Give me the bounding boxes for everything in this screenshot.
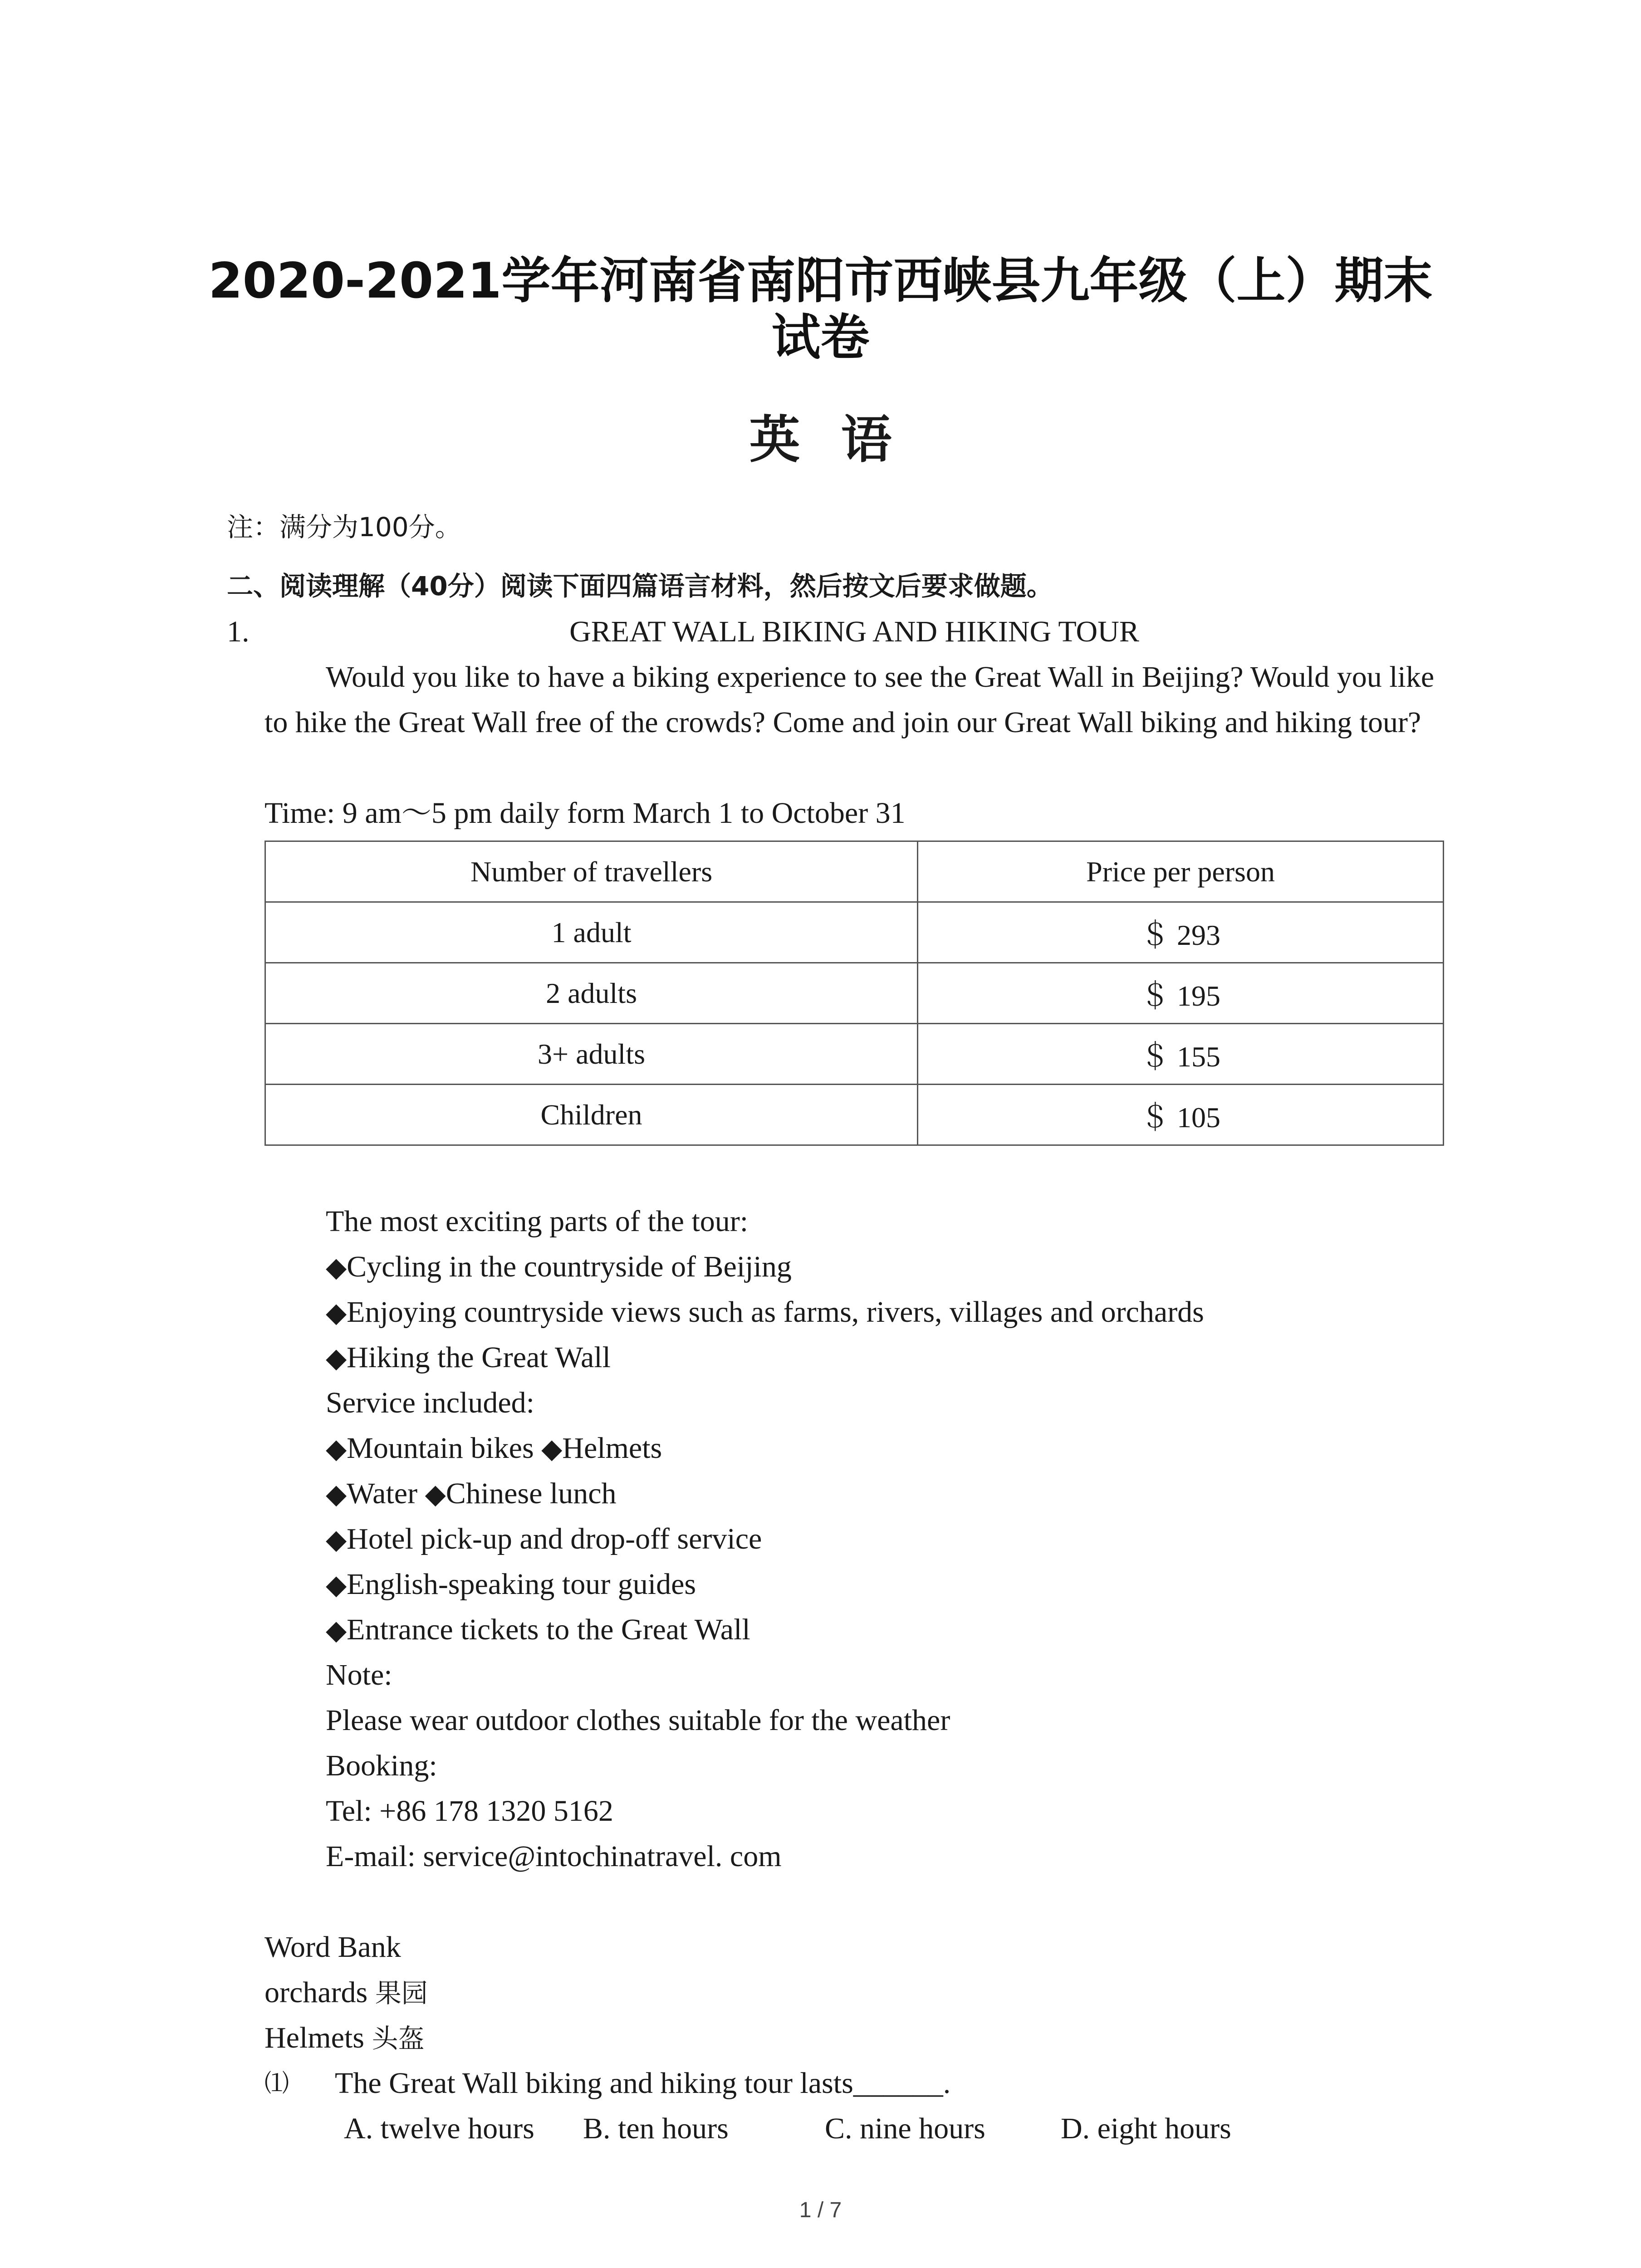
list-item-text: Chinese lunch xyxy=(446,1477,617,1510)
tour-time: Time: 9 am～5 pm daily form March 1 to October 31 xyxy=(265,797,906,830)
exciting-heading: The most exciting parts of the tour: xyxy=(326,1205,749,1238)
word-bank-entry xyxy=(265,2015,424,2061)
diamond-bullet-icon: ◆ xyxy=(326,1569,347,1601)
booking-email: E-mail: service@intochinatravel. com xyxy=(326,1840,782,1873)
list-item xyxy=(326,1607,750,1653)
list-item-text: Mountain bikes xyxy=(347,1432,542,1465)
diamond-bullet-icon: ◆ xyxy=(326,1297,347,1329)
list-item xyxy=(326,1244,792,1290)
table-header-cell: Number of travellers xyxy=(265,841,918,902)
table-cell: ＄ 195 xyxy=(918,963,1444,1024)
passage-title: GREAT WALL BIKING AND HIKING TOUR xyxy=(569,615,1139,648)
table-row xyxy=(265,963,1444,1024)
table-header-cell: Price per person xyxy=(918,841,1444,902)
question-number: 1. xyxy=(227,615,250,648)
list-item xyxy=(326,1335,611,1381)
word-bank-meaning: 果园 xyxy=(375,1978,428,2009)
word-bank-entry xyxy=(265,1970,428,2016)
option-a: A. twelve hours xyxy=(344,2112,534,2145)
list-item-text: Enjoying countryside views such as farms, rivers, villages and orchards xyxy=(347,1295,1204,1329)
diamond-bullet-icon: ◆ xyxy=(541,1433,563,1465)
service-heading: Service included: xyxy=(326,1386,535,1419)
sub-question-number: ⑴ xyxy=(265,2069,289,2097)
option-d: D. eight hours xyxy=(1061,2112,1231,2145)
list-item-text: Hiking the Great Wall xyxy=(347,1341,611,1374)
list-item xyxy=(326,1516,762,1562)
list-item xyxy=(326,1426,662,1471)
word-bank-meaning: 头盔 xyxy=(372,2023,425,2054)
score-note: 注：满分为100分。 xyxy=(227,512,461,543)
list-item xyxy=(326,1562,696,1608)
table-header-row xyxy=(265,841,1444,902)
list-item xyxy=(326,1290,1204,1335)
table-cell: ＄ 105 xyxy=(918,1085,1444,1145)
subject-heading: 英语 xyxy=(749,411,933,469)
table-cell: Children xyxy=(265,1085,918,1145)
booking-tel: Tel: +86 178 1320 5162 xyxy=(326,1794,613,1828)
option-c: C. nine hours xyxy=(825,2112,985,2145)
page-number: 1 / 7 xyxy=(799,2198,842,2222)
table-cell: ＄ 293 xyxy=(918,902,1444,963)
passage-intro: Would you like to have a biking experience to see the Great Wall in Beijing? Would you like to hike the Great Wall free of the crowds? Come and join our Great Wall biking and hiking tour? xyxy=(265,660,1435,739)
diamond-bullet-icon: ◆ xyxy=(425,1478,446,1510)
diamond-bullet-icon: ◆ xyxy=(326,1478,347,1510)
note-text: Please wear outdoor clothes suitable for the weather xyxy=(326,1704,950,1737)
booking-heading: Booking: xyxy=(326,1749,437,1782)
diamond-bullet-icon: ◆ xyxy=(326,1342,347,1374)
word-bank-word: orchards xyxy=(265,1976,375,2009)
word-bank-heading: Word Bank xyxy=(265,1931,401,1964)
list-item-text: English-speaking tour guides xyxy=(347,1568,696,1601)
price-table xyxy=(265,841,1444,1146)
document-title-line2: 试卷 xyxy=(771,309,870,366)
diamond-bullet-icon: ◆ xyxy=(326,1614,347,1646)
word-bank-word: Helmets xyxy=(265,2021,372,2054)
list-item-text: Water xyxy=(347,1477,425,1510)
diamond-bullet-icon: ◆ xyxy=(326,1433,347,1465)
option-b: B. ten hours xyxy=(583,2112,729,2145)
document-title-line1: 2020-2021学年河南省南阳市西峡县九年级（上）期末 xyxy=(208,253,1433,309)
note-heading: Note: xyxy=(326,1658,392,1691)
list-item-text: Cycling in the countryside of Beijing xyxy=(347,1250,792,1283)
table-cell: 3+ adults xyxy=(265,1024,918,1085)
table-cell: ＄ 155 xyxy=(918,1024,1444,1085)
table-row xyxy=(265,1024,1444,1085)
list-item-text: Entrance tickets to the Great Wall xyxy=(347,1613,750,1646)
diamond-bullet-icon: ◆ xyxy=(326,1251,347,1283)
sub-question-text: The Great Wall biking and hiking tour lasts______. xyxy=(335,2067,951,2100)
section-heading: 二、阅读理解（40分）阅读下面四篇语言材料，然后按文后要求做题。 xyxy=(227,571,1053,601)
list-item-text: Hotel pick-up and drop-off service xyxy=(347,1522,762,1555)
list-item-text: Helmets xyxy=(562,1432,662,1465)
table-cell: 2 adults xyxy=(265,963,918,1024)
table-row xyxy=(265,1085,1444,1145)
table-row xyxy=(265,902,1444,963)
list-item xyxy=(326,1471,617,1517)
table-cell: 1 adult xyxy=(265,902,918,963)
diamond-bullet-icon: ◆ xyxy=(326,1524,347,1555)
